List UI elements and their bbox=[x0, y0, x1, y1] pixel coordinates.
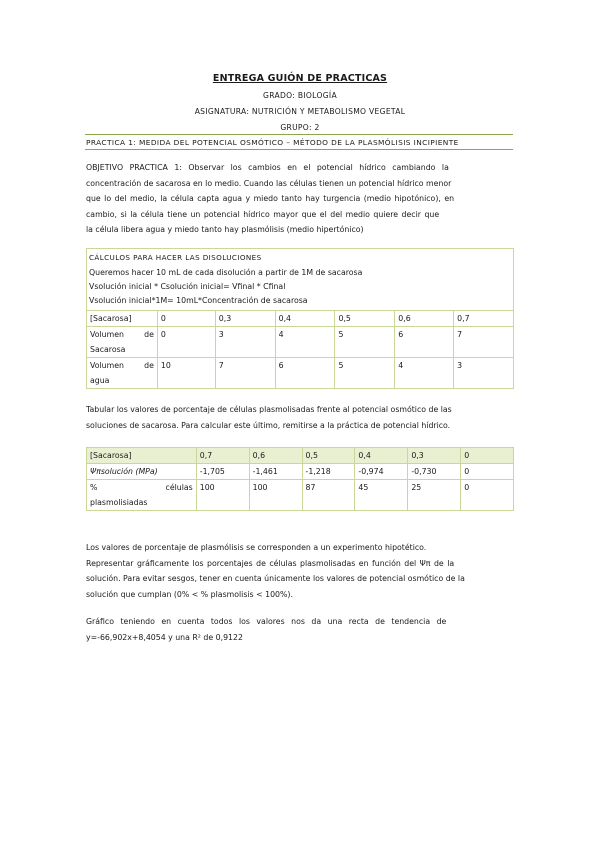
valores-line: Representar gráficamente los porcentajes de células plasmolisadas en función del Ψπ de la bbox=[86, 558, 455, 568]
table-cell: 87 bbox=[302, 480, 355, 511]
tabular-line: Tabular los valores de porcentaje de células plasmolisadas frente al potencial osmótico de las bbox=[86, 405, 452, 414]
table-row bbox=[87, 311, 514, 327]
objetivo-line: OBJETIVO PRACTICA 1: Observar los cambios en el potencial hídrico cambiando la bbox=[86, 163, 449, 172]
table-cell: 6 bbox=[275, 358, 335, 389]
table-row bbox=[87, 327, 514, 358]
table-cell: 100 bbox=[196, 480, 249, 511]
table-cell: 0 bbox=[157, 327, 215, 358]
objetivo-paragraph bbox=[86, 160, 514, 238]
table-cell: 0,7 bbox=[454, 311, 514, 327]
table-cell: 5 bbox=[335, 358, 395, 389]
table-cell: 45 bbox=[355, 480, 408, 511]
row-label: [Sacarosa] bbox=[87, 448, 197, 464]
table-cell: 0,5 bbox=[335, 311, 395, 327]
row-label: % células plasmolisiadas bbox=[87, 480, 197, 511]
tabular-paragraph bbox=[86, 402, 514, 433]
table-cell: 4 bbox=[275, 327, 335, 358]
table-cell: -1,218 bbox=[302, 464, 355, 480]
table-cell: 0 bbox=[461, 480, 514, 511]
table-cell: 10 bbox=[157, 358, 215, 389]
row-label: [Sacarosa] bbox=[87, 311, 158, 327]
asignatura-line: ASIGNATURA: NUTRICIÓN Y METABOLISMO VEGETAL bbox=[194, 107, 406, 116]
table-cell: -1,705 bbox=[196, 464, 249, 480]
table-cell: 0,3 bbox=[215, 311, 275, 327]
table-cell: -1,461 bbox=[249, 464, 302, 480]
disoluciones-table bbox=[86, 310, 514, 389]
table-cell: 100 bbox=[249, 480, 302, 511]
calculos-box bbox=[86, 248, 514, 310]
table-cell: 0,4 bbox=[275, 311, 335, 327]
table-cell: 0,4 bbox=[355, 448, 408, 464]
tabular-line: soluciones de sacarosa. Para calcular este último, remitirse a la práctica de potencial hídrico. bbox=[86, 420, 451, 430]
table-cell: 0,7 bbox=[196, 448, 249, 464]
practica-title: PRACTICA 1: MEDIDA DEL POTENCIAL OSMÓTICO – MÉTODO DE LA PLASMÓLISIS INCIPIENTE bbox=[86, 138, 459, 147]
plasmolisis-table bbox=[86, 447, 514, 511]
table-row bbox=[87, 480, 514, 511]
table-row bbox=[87, 448, 514, 464]
table-cell: 5 bbox=[335, 327, 395, 358]
calculos-line: Queremos hacer 10 mL de cada disolución a partir de 1M de sacarosa bbox=[89, 268, 363, 277]
table-cell: 6 bbox=[395, 327, 454, 358]
grupo-line: GRUPO: 2 bbox=[280, 123, 320, 132]
table-cell: -0,974 bbox=[355, 464, 408, 480]
table-cell: 0 bbox=[157, 311, 215, 327]
table-row bbox=[87, 464, 514, 480]
grafico-paragraph bbox=[86, 614, 514, 645]
table-cell: 3 bbox=[215, 327, 275, 358]
objetivo-line: la célula libera agua y miedo tanto hay plasmólisis (medio hipertónico) bbox=[86, 225, 364, 234]
table-cell: 4 bbox=[395, 358, 454, 389]
table-cell: 0 bbox=[461, 448, 514, 464]
table-cell: 0 bbox=[461, 464, 514, 480]
calculos-line: Vsolución inicial*1M= 10mL*Concentración de sacarosa bbox=[89, 296, 308, 305]
grafico-line: y=-66,902x+8,4054 y una R² de 0,9122 bbox=[86, 632, 243, 642]
grafico-line: Gráfico teniendo en cuenta todos los valores nos da una recta de tendencia de bbox=[86, 617, 447, 626]
table-cell: 25 bbox=[408, 480, 461, 511]
table-row bbox=[87, 358, 514, 389]
table-cell: 0,6 bbox=[249, 448, 302, 464]
objetivo-line: que lo del medio, la célula capta agua y miedo tanto hay turgencia (medio hipotónico), en bbox=[86, 194, 455, 203]
table-cell: 0,6 bbox=[395, 311, 454, 327]
objetivo-line: cambio, si la célula tiene un potencial hídrico mayor que el del medio quiere decir que bbox=[86, 209, 440, 219]
table-cell: -0,730 bbox=[408, 464, 461, 480]
valores-line: solución. Para evitar sesgos, tener en cuenta únicamente los valores de potencial osmótico de la bbox=[86, 574, 465, 583]
grado-line: GRADO: BIOLOGÍA bbox=[263, 91, 337, 100]
calculos-heading: CÁLCULOS PARA HACER LAS DISOLUCIONES bbox=[89, 253, 262, 262]
practica-divider bbox=[85, 149, 513, 150]
table-cell: 0,3 bbox=[408, 448, 461, 464]
table-cell: 7 bbox=[215, 358, 275, 389]
table-cell: 3 bbox=[454, 358, 514, 389]
document-title: ENTREGA GUIÓN DE PRACTICAS bbox=[212, 73, 388, 84]
row-label: Ψπsolución (MPa) bbox=[87, 464, 197, 480]
table-cell: 7 bbox=[454, 327, 514, 358]
valores-line: Los valores de porcentaje de plasmólisis se corresponden a un experimento hipotético. bbox=[86, 543, 427, 552]
top-divider bbox=[85, 134, 513, 135]
row-label: Volumen de Sacarosa bbox=[87, 327, 158, 358]
objetivo-line: concentración de sacarosa en lo medio. Cuando las células tienen un potencial hídrico menor bbox=[86, 178, 452, 188]
table-cell: 0,5 bbox=[302, 448, 355, 464]
valores-paragraph bbox=[86, 540, 514, 602]
calculos-line: Vsolución inicial * Csolución inicial= Vfinal * Cfinal bbox=[89, 282, 286, 291]
valores-line: solución que cumplan (0% < % plasmolisis < 100%). bbox=[86, 589, 293, 599]
row-label: Volumen de agua bbox=[87, 358, 158, 389]
